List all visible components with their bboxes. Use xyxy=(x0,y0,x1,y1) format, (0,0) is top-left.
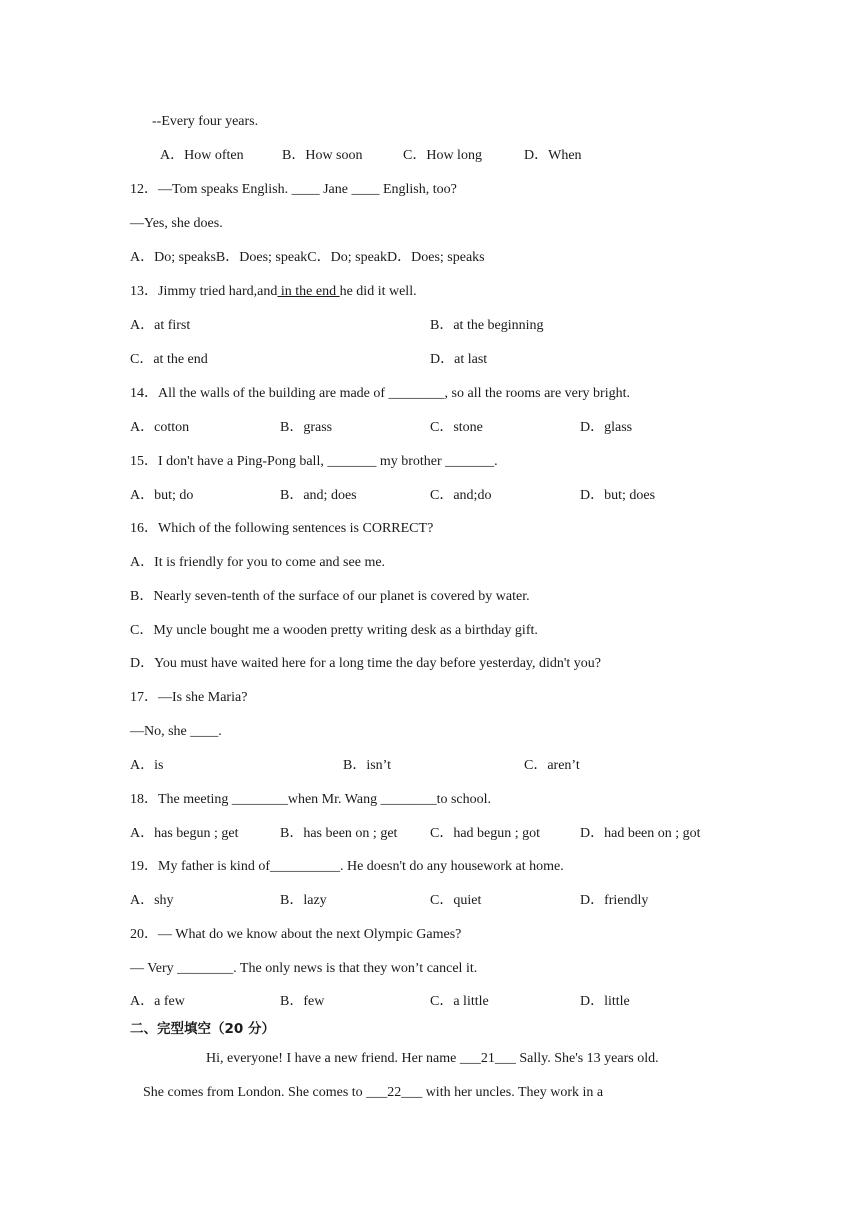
q17-option-c: C．aren’t xyxy=(524,758,580,773)
cloze-line2-post: with her uncles. They work in a xyxy=(422,1085,604,1100)
q15-option-d: D．but; does xyxy=(580,488,656,503)
cloze-line1-pre: Hi, everyone! I have a new friend. Her name xyxy=(206,1051,460,1066)
q14-option-d: D．glass xyxy=(580,420,633,435)
cloze-blank-22: ___22___ xyxy=(366,1085,423,1100)
q18-option-d: D．had been on ; got xyxy=(580,826,701,841)
q18-option-b: B．has been on ; get xyxy=(280,826,398,841)
q20-option-d: D．little xyxy=(580,994,630,1009)
q11-option-d: D．When xyxy=(524,148,582,163)
q18-stem: 18．The meeting ________when Mr. Wang ________to school. xyxy=(130,792,492,807)
q20-stem: 20．— What do we know about the next Olympic Games? xyxy=(130,927,462,942)
q19-option-d: D．friendly xyxy=(580,893,649,908)
q13-option-a: A．at first xyxy=(130,318,191,333)
q16-option-b: B．Nearly seven-tenth of the surface of our planet is covered by water. xyxy=(130,589,530,604)
q11-option-a: A．How often xyxy=(160,148,244,163)
q14-stem: 14．All the walls of the building are made of ________, so all the rooms are very bright. xyxy=(130,386,631,401)
q20-reply: — Very ________. The only news is that they won’t cancel it. xyxy=(130,961,478,976)
q19-option-b: B．lazy xyxy=(280,893,327,908)
q15-option-b: B．and; does xyxy=(280,488,357,503)
q13-stem-pre: 13．Jimmy tried hard,and xyxy=(130,284,278,299)
q19-stem: 19．My father is kind of__________. He doesn't do any housework at home. xyxy=(130,859,564,874)
q17-option-a: A．is xyxy=(130,758,164,773)
q12-options: A．Do; speaksB．Does; speakC．Do; speakD．Does; speaks xyxy=(130,250,485,265)
cloze-line1-post: Sally. She's 13 years old. xyxy=(515,1051,659,1066)
q17-option-b: B．isn’t xyxy=(343,758,391,773)
q13-stem-post: he did it well. xyxy=(339,284,417,299)
q19-option-a: A．shy xyxy=(130,893,174,908)
cloze-paragraph-line-1 xyxy=(206,1050,659,1068)
q20-option-a: A．a few xyxy=(130,994,185,1009)
q13-underlined-phrase: in the end xyxy=(277,284,340,299)
q16-option-d: D．You must have waited here for a long time the day before yesterday, didn't you? xyxy=(130,656,602,671)
q16-option-c: C．My uncle bought me a wooden pretty writing desk as a birthday gift. xyxy=(130,623,538,638)
q13-option-b: B．at the beginning xyxy=(430,318,544,333)
section-heading: 二、完型填空（20 分） xyxy=(130,1021,275,1037)
q14-option-c: C．stone xyxy=(430,420,483,435)
q19-option-c: C．quiet xyxy=(430,893,482,908)
q17-reply: —No, she ____. xyxy=(130,724,222,739)
q15-option-a: A．but; do xyxy=(130,488,194,503)
q20-option-c: C．a little xyxy=(430,994,489,1009)
q15-option-c: C．and;do xyxy=(430,488,492,503)
q12-reply: —Yes, she does. xyxy=(130,216,223,231)
q13-option-d: D．at last xyxy=(430,352,488,367)
q16-stem: 16．Which of the following sentences is CORRECT? xyxy=(130,521,434,536)
q14-option-a: A．cotton xyxy=(130,420,190,435)
q17-stem: 17．—Is she Maria? xyxy=(130,690,248,705)
q18-option-c: C．had begun ; got xyxy=(430,826,541,841)
q11-option-c: C．How long xyxy=(403,148,482,163)
q14-option-b: B．grass xyxy=(280,420,333,435)
q13-stem xyxy=(130,283,417,301)
q11-answer-line: --Every four years. xyxy=(152,114,259,129)
q16-option-a: A．It is friendly for you to come and see me. xyxy=(130,555,386,570)
cloze-paragraph-line-2 xyxy=(143,1084,603,1102)
q20-option-b: B．few xyxy=(280,994,325,1009)
q12-stem: 12．—Tom speaks English. ____ Jane ____ English, too? xyxy=(130,182,457,197)
q15-stem: 15．I don't have a Ping-Pong ball, _______ my brother _______. xyxy=(130,454,498,469)
q11-option-b: B．How soon xyxy=(282,148,363,163)
q18-option-a: A．has begun ; get xyxy=(130,826,239,841)
cloze-blank-21: ___21___ xyxy=(459,1051,516,1066)
q13-option-c: C．at the end xyxy=(130,352,208,367)
cloze-line2-pre: She comes from London. She comes to xyxy=(143,1085,367,1100)
